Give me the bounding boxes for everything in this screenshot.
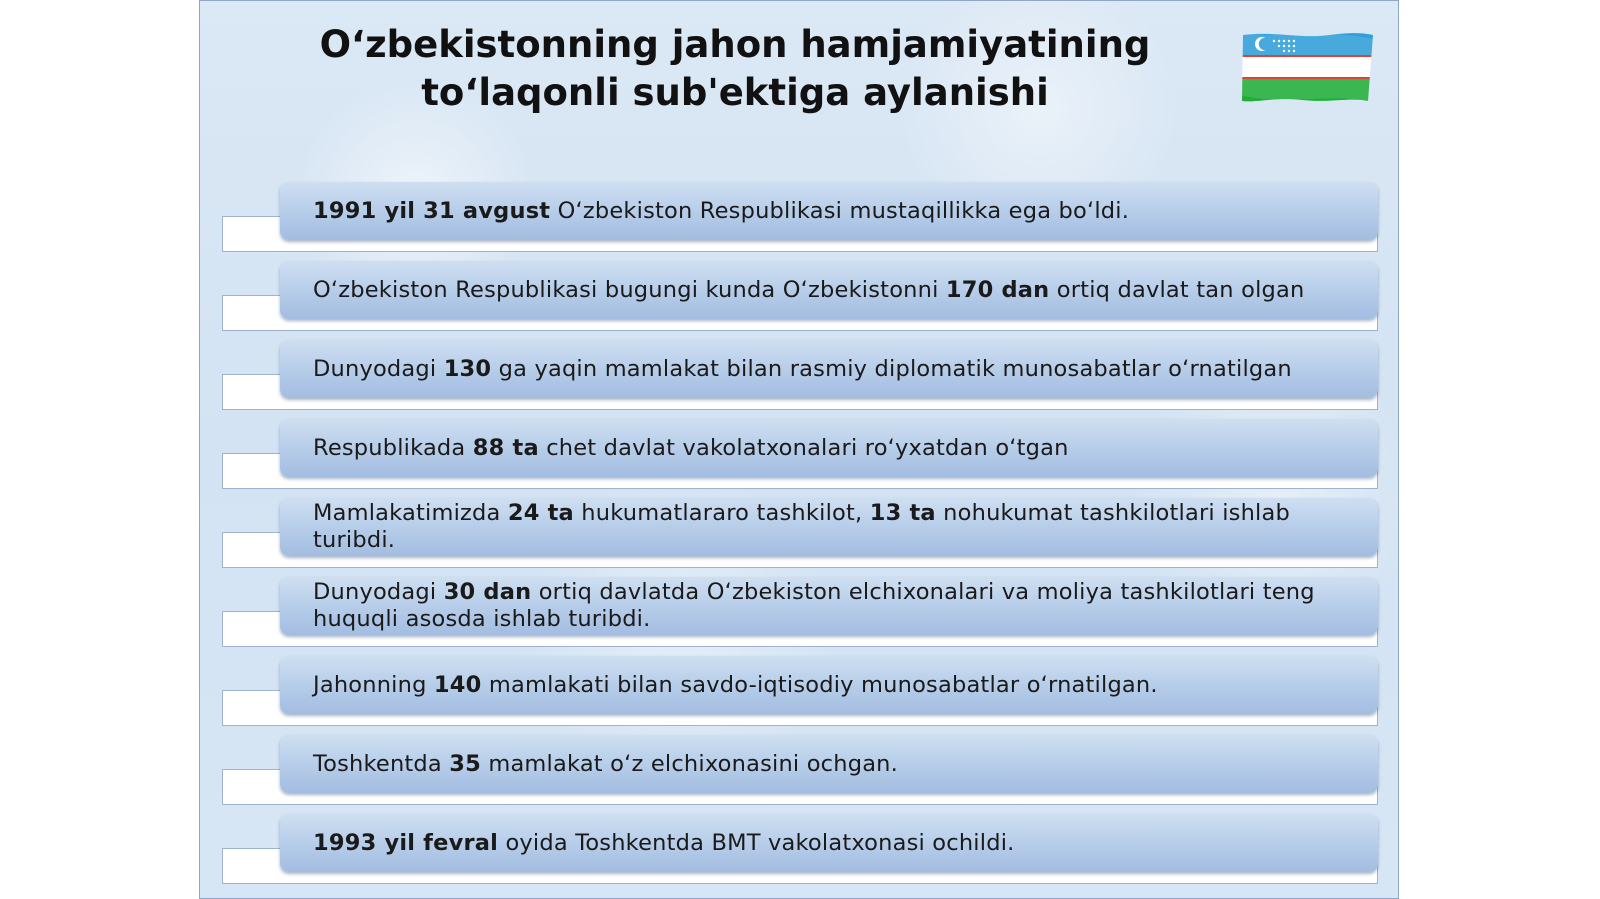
- list-item-text: [313, 830, 1015, 857]
- list-item: [222, 340, 1378, 412]
- list-item-text: [313, 435, 1069, 462]
- list-item-segment: hukumatlararo tashkilot,: [573, 500, 870, 526]
- list-item-bar: [280, 735, 1378, 793]
- list-item-highlight: 1993 yil fevral: [313, 829, 499, 856]
- list-item: [222, 419, 1378, 491]
- list-item-segment: Dunyodagi: [313, 355, 444, 382]
- list-item-segment: oyida Toshkentda BMT vakolatxonasi ochildi.: [498, 829, 1015, 856]
- title-line-2: to‘laqonli sub'ektiga aylanishi: [421, 71, 1049, 114]
- list-item-segment: mamlakat o‘z elchixonasini ochgan.: [480, 750, 898, 777]
- list-item-bar: [280, 340, 1378, 398]
- list-item-highlight: 24 ta: [507, 500, 574, 526]
- list-item: [222, 814, 1378, 886]
- list-item-segment: Jahonning: [313, 671, 434, 698]
- list-item-segment: ortiq davlat tan olgan: [1049, 276, 1305, 303]
- list-item-segment: ga yaqin mamlakat bilan rasmiy diplomatik munosabatlar o‘rnatilgan: [491, 355, 1292, 382]
- title-line-1: O‘zbekistonning jahon hamjamiyatining: [319, 23, 1151, 66]
- list-item-highlight: 130: [443, 355, 492, 382]
- list-item-segment: chet davlat vakolatxonalari ro‘yxatdan o‘tgan: [538, 434, 1069, 461]
- list-item-segment: Dunyodagi: [313, 579, 444, 605]
- list-item: [222, 577, 1378, 649]
- list-item-text: [313, 500, 1348, 554]
- list-item-segment: O‘zbekiston Respublikasi mustaqillikka ega bo‘ldi.: [550, 197, 1130, 224]
- list-item-segment: Toshkentda: [313, 750, 450, 777]
- list-item-text: [313, 579, 1348, 633]
- list-item: [222, 735, 1378, 807]
- uzbekistan-flag-icon: [1240, 31, 1375, 103]
- list-item-text: [313, 751, 898, 778]
- list-item-bar: [280, 182, 1378, 240]
- list-item-bar: [280, 261, 1378, 319]
- list-item-text: [313, 277, 1304, 304]
- list-item-segment: Respublikada: [313, 434, 473, 461]
- list-item: [222, 656, 1378, 728]
- list-item-bar: [280, 656, 1378, 714]
- list-item-segment: O‘zbekiston Respublikasi bugungi kunda O‘zbekistonni: [313, 276, 946, 303]
- list-item-segment: nohukumat tashkilotlari ishlab turibdi.: [313, 500, 1290, 553]
- list-item-bar: [280, 419, 1378, 477]
- list-item: [222, 498, 1378, 570]
- list-item-segment: mamlakati bilan savdo-iqtisodiy munosabatlar o‘rnatilgan.: [481, 671, 1158, 698]
- list-item-bar: [280, 498, 1378, 556]
- list-item-segment: Mamlakatimizda: [313, 500, 508, 526]
- list-item-highlight: 35: [449, 750, 481, 777]
- list-item-highlight: 30 dan: [443, 579, 532, 605]
- list-item-highlight: 140: [433, 671, 482, 698]
- list-item-text: [313, 672, 1158, 699]
- list-item: [222, 261, 1378, 333]
- list-item-segment: ortiq davlatda O‘zbekiston elchixonalari va moliya tashkilotlari teng huquqli asosda ishlab turibdi.: [313, 579, 1315, 632]
- list-item-highlight: 1991 yil 31 avgust: [313, 197, 551, 224]
- list-item-highlight: 13 ta: [869, 500, 936, 526]
- list-item-text: [313, 198, 1129, 225]
- list-item-text: [313, 356, 1292, 383]
- list-item-bar: [280, 577, 1378, 635]
- list-item-highlight: 88 ta: [472, 434, 539, 461]
- slide-title: [310, 21, 1160, 117]
- list-item-highlight: 170 dan: [945, 276, 1050, 303]
- list-item: [222, 182, 1378, 254]
- list-item-bar: [280, 814, 1378, 872]
- slide: [199, 0, 1399, 899]
